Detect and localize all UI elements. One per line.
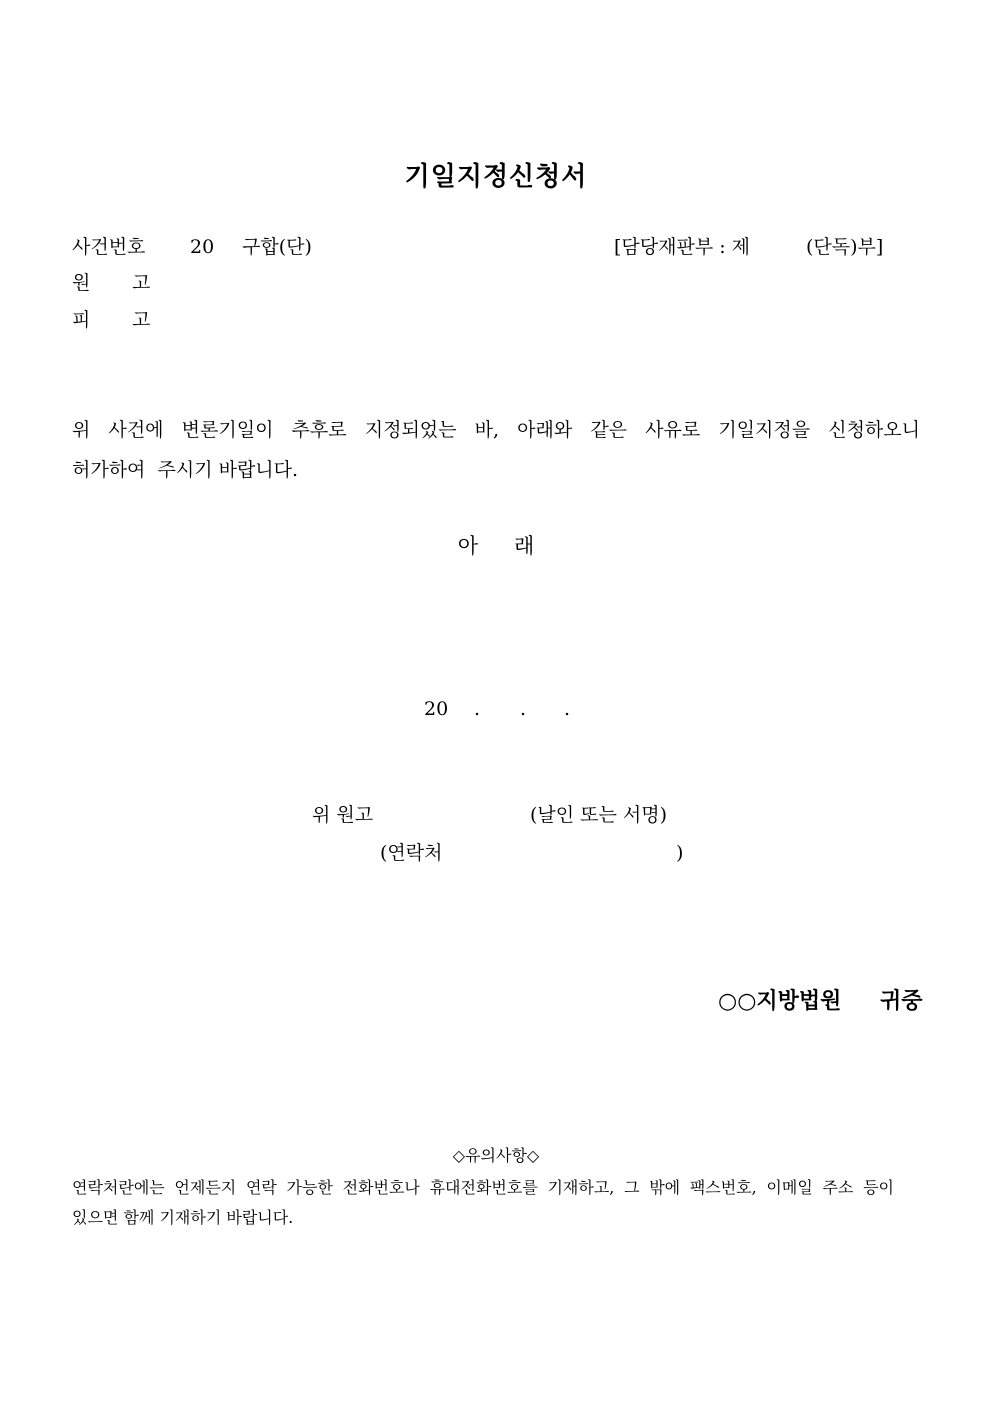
notes-line2: 있으면 함께 기재하기 바랍니다.	[72, 1208, 294, 1227]
request-paragraph-line1: 위 사건에 변론기일이 추후로 지정되었는 바, 아래와 같은 사유로 기일지정을 신청하오니	[72, 419, 920, 441]
notes-title: ◇유의사항◇	[452, 1146, 540, 1165]
date-dot-year: .	[474, 698, 481, 720]
contact-label: (연락처	[380, 842, 443, 864]
case-year: 20	[190, 236, 215, 258]
contact-close-paren: )	[676, 842, 684, 864]
notes-line1: 연락처란에는 언제든지 연락 가능한 전화번호나 휴대전화번호를 기재하고, 그 밖에 팩스번호, 이메일 주소 등이	[72, 1178, 894, 1197]
seal-or-signature-label: (날인 또는 서명)	[530, 804, 668, 826]
below-heading-first: 아	[457, 534, 478, 558]
defendant-label-second: 고	[132, 309, 151, 331]
date-year: 20	[424, 698, 449, 720]
court-name: ○○지방법원	[718, 988, 842, 1014]
request-paragraph-line2: 허가하여 주시기 바랍니다.	[72, 459, 299, 481]
court-honorific: 귀중	[880, 988, 923, 1014]
department-label: [담당재판부 : 제	[614, 236, 751, 258]
plaintiff-label-second: 고	[132, 272, 151, 294]
case-type: 구합(단)	[242, 236, 312, 258]
plaintiff-signature-label: 위 원고	[312, 804, 374, 826]
date-dot-day: .	[564, 698, 571, 720]
defendant-label-first: 피	[72, 309, 91, 331]
document-title: 기일지정신청서	[404, 162, 588, 192]
below-heading	[0, 536, 992, 557]
date-dot-month: .	[520, 698, 527, 720]
case-number-label: 사건번호	[72, 236, 146, 258]
department-suffix: (단독)부]	[806, 236, 884, 258]
below-heading-second: 래	[514, 534, 535, 558]
plaintiff-label-first: 원	[72, 272, 91, 294]
